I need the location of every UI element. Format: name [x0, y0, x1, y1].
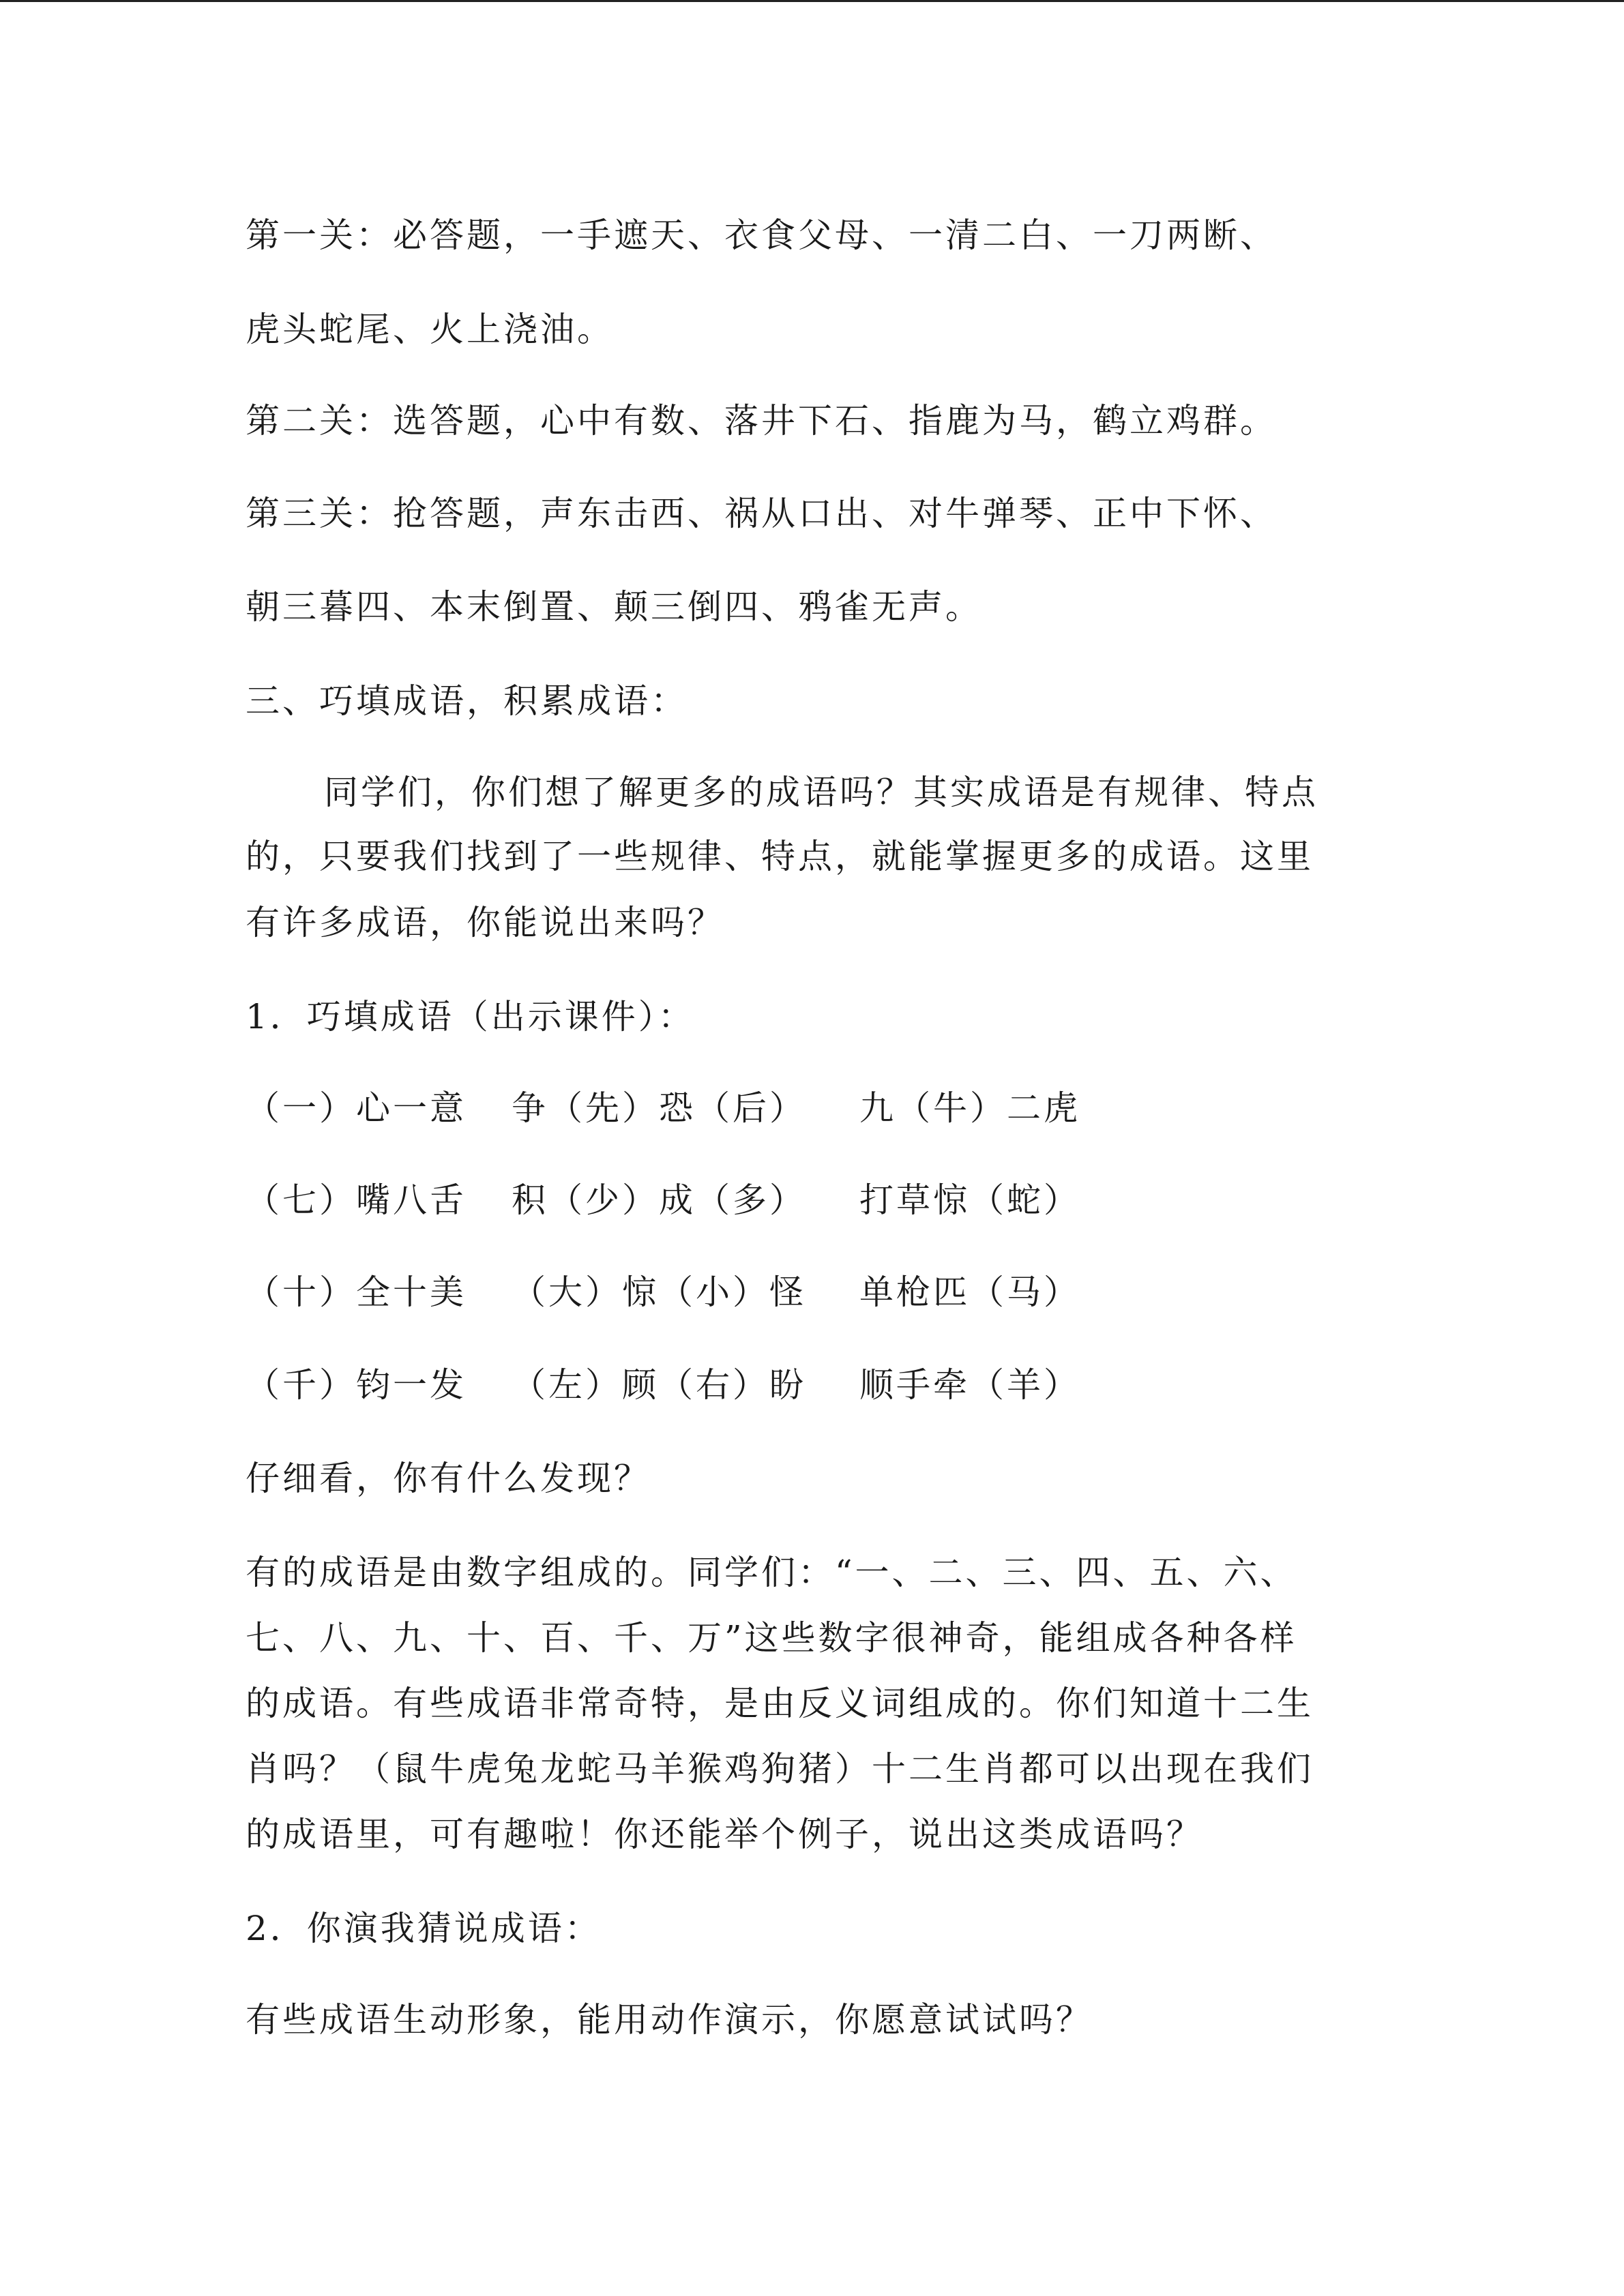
explanation-line-3: 的成语。有些成语非常奇特，是由反义词组成的。你们知道十二生 — [246, 1684, 1314, 1723]
intro-paragraph-line-2: 的，只要我们找到了一些规律、特点，就能掌握更多的成语。这里 — [246, 837, 1314, 876]
question-line: 仔细看，你有什么发现？ — [246, 1459, 651, 1498]
idiom-cell: （十）全十美 — [246, 1272, 467, 1312]
subheading-act-guess: 2．你演我猜说成语： — [246, 1909, 602, 1948]
explanation-line-2: 七、八、九、十、百、千、万”这些数字很神奇，能组成各种各样 — [246, 1618, 1297, 1658]
idiom-row — [246, 1178, 1405, 1223]
explanation-line-5: 的成语里，可有趣啦！你还能举个例子，说出这类成语吗？ — [246, 1815, 1203, 1854]
idiom-cell: （大）惊（小）怪 — [512, 1272, 806, 1312]
top-border-line — [0, 0, 1624, 2]
explanation-line-1: 有的成语是由数字组成的。同学们：“一、二、三、四、五、六、 — [246, 1553, 1297, 1592]
idiom-row — [246, 1362, 1405, 1407]
intro-paragraph-line-1: 同学们，你们想了解更多的成语吗？其实成语是有规律、特点 — [324, 773, 1318, 812]
paragraph-line-level1: 第一关：必答题，一手遮天、衣食父母、一清二白、一刀两断、 — [246, 215, 1277, 255]
paragraph-line-level2: 第二关：选答题，心中有数、落井下石、指鹿为马，鹤立鸡群。 — [246, 401, 1277, 441]
idiom-row — [246, 1086, 1405, 1131]
explanation-line-4: 肖吗？（鼠牛虎兔龙蛇马羊猴鸡狗猪）十二生肖都可以出现在我们 — [246, 1749, 1314, 1789]
idiom-cell: （七）嘴八舌 — [246, 1180, 467, 1220]
paragraph-line-level3: 第三关：抢答题，声东击西、祸从口出、对牛弹琴、正中下怀、 — [246, 494, 1277, 533]
idiom-row — [246, 1270, 1405, 1315]
paragraph-line-level1-cont: 虎头蛇尾、火上浇油。 — [246, 310, 614, 349]
idiom-cell: 积（少）成（多） — [512, 1180, 806, 1220]
paragraph-line-level3-cont: 朝三暮四、本末倒置、颠三倒四、鸦雀无声。 — [246, 587, 982, 627]
idiom-cell: （一）心一意 — [246, 1088, 467, 1128]
idiom-cell: 争（先）恐（后） — [512, 1088, 806, 1128]
idiom-cell: （左）顾（右）盼 — [512, 1365, 806, 1405]
closing-line: 有些成语生动形象，能用动作演示，你愿意试试吗？ — [246, 2000, 1093, 2040]
idiom-cell: 单枪匹（马） — [859, 1272, 1080, 1312]
intro-paragraph-line-3: 有许多成语，你能说出来吗？ — [246, 903, 724, 942]
section-heading: 三、巧填成语，积累成语： — [246, 681, 688, 721]
idiom-cell: 顺手牵（羊） — [859, 1365, 1080, 1405]
idiom-cell: 打草惊（蛇） — [859, 1180, 1080, 1220]
idiom-cell: （千）钧一发 — [246, 1365, 467, 1405]
subheading-fill-idioms: 1．巧填成语（出示课件）： — [246, 997, 695, 1037]
idiom-cell: 九（牛）二虎 — [859, 1088, 1080, 1128]
